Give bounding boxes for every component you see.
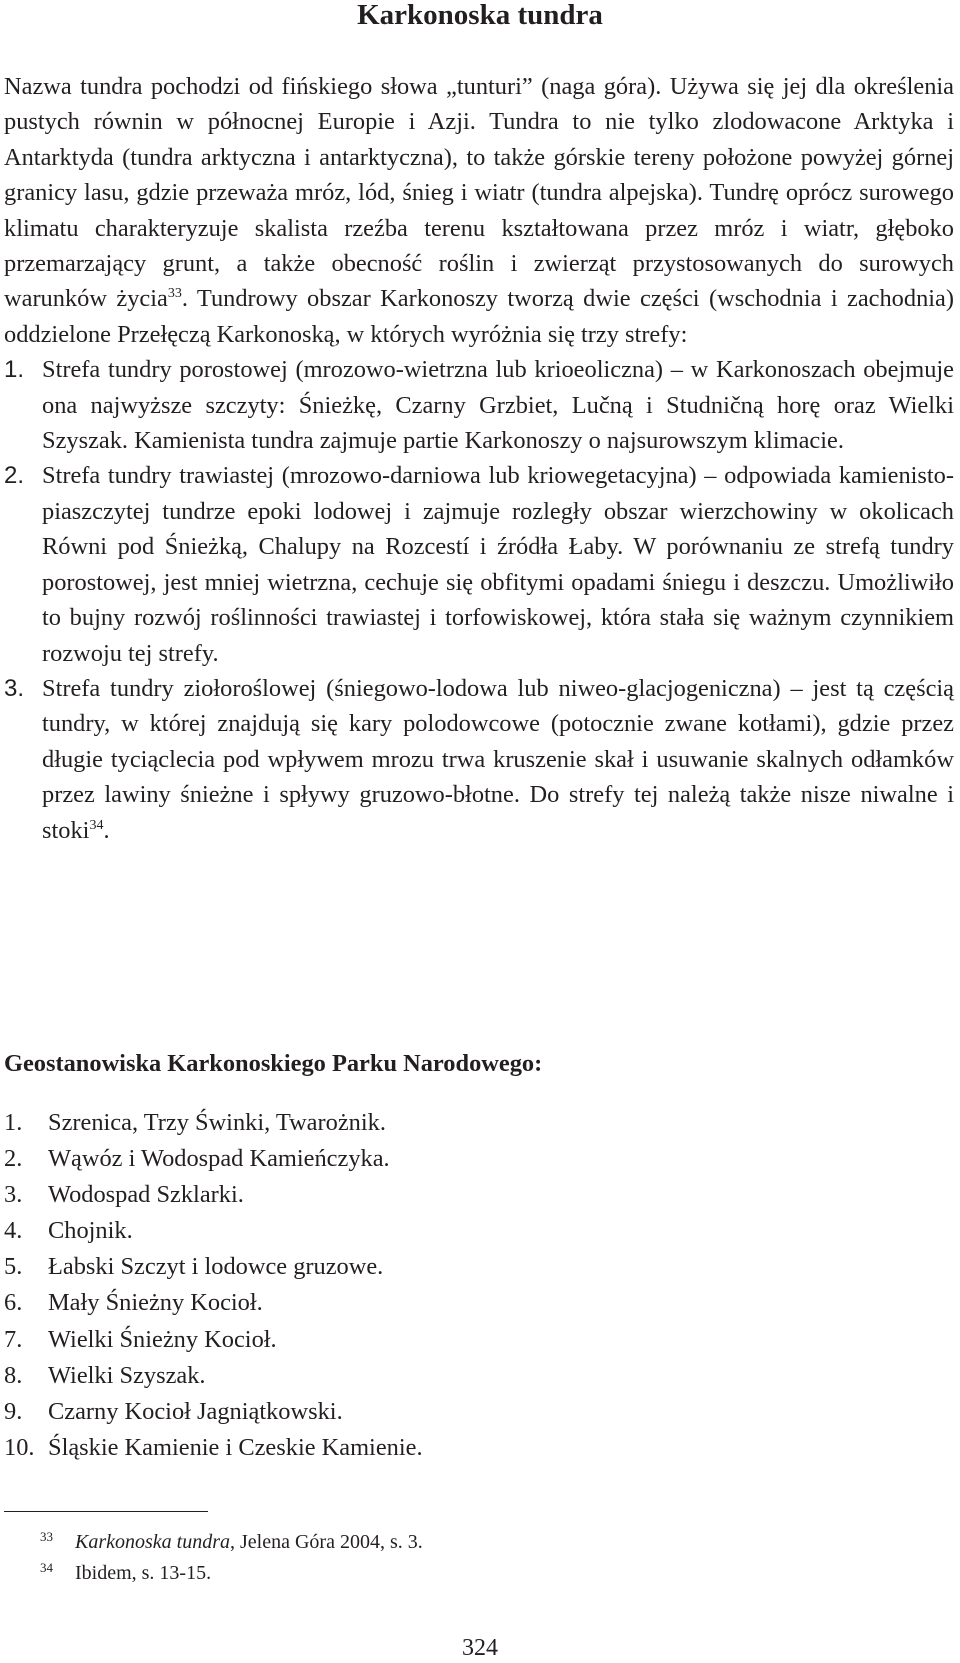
geosite-item [4,1322,904,1358]
zone-number: 3. [4,674,25,702]
geosite-item [4,1358,904,1394]
geosite-name: Wielki Śnieżny Kocioł. [48,1325,277,1353]
footnotes [40,1527,840,1589]
geosite-name: Chojnik. [48,1217,133,1245]
geosites-heading: Geostanowiska Karkonoskiego Parku Narodowego: [4,1050,543,1077]
footnote-34 [40,1558,840,1589]
geosite-name: Wąwóz i Wodospad Kamieńczyka. [48,1145,390,1173]
footnote-text: Ibidem, s. 13-15. [75,1562,212,1584]
zone-number: 1. [4,356,25,384]
footnote-divider [4,1511,208,1512]
geosite-name: Mały Śnieżny Kocioł. [48,1289,263,1317]
geosite-number: 8. [4,1361,23,1389]
geosite-number: 7. [4,1325,23,1353]
geosite-name: Szrenica, Trzy Świnki, Twarożnik. [48,1109,386,1136]
footnote-text: , Jelena Góra 2004, s. 3. [230,1531,423,1553]
geosite-item [4,1249,904,1285]
footnote-number: 34 [40,1560,53,1575]
geosite-item [4,1285,904,1321]
geosite-item [4,1177,904,1213]
geosite-item [4,1213,904,1249]
zone-item [4,352,954,458]
geosite-name: Czarny Kocioł Jagniątkowski. [48,1397,343,1425]
intro-text-part1: Nazwa tundra pochodzi od fińskiego słowa „tunturi” (naga góra). Używa się jej dla określenia pustych równin w północnej Europie i Azji. Tundra to nie tylko zlodowacone Arktyka i Antarktyda (tundra arktyczna i antarktyczna), to także górskie tereny położone powyżej górnej granicy lasu, gdzie przeważa mróz, lód, śnieg i wiatr (tundra alpejska). Tundrę oprócz surowego klimatu charakteryzuje skalista rzeźba terenu kształtowana przez mróz i wiatr, głęboko przemarzający grunt, a także obecność roślin i zwierząt przystosowanych do surowych warunków życia [4,73,954,313]
geosite-number: 5. [4,1253,23,1281]
tundra-zones-list [4,352,954,848]
footnote-ref-33[interactable]: 33 [167,286,182,302]
zone-text: Strefa tundry trawiastej (mrozowo-darniowa lub kriowegetacyjna) – odpowiada kamienisto-piaszczytej tundrze epoki lodowej i zajmuje rozległy obszar wierzchowiny w okolicach Równi pod Śnieżką, Chalupy na Rozcestí i źródła Łaby. W porównaniu ze strefą tundry porostowej, jest mniej wietrzna, cechuje się obfitymi opadami śniegu i deszczu. Umożliwiło to bujny rozwój roślinności trawiastej i torfowiskowej, która stała się ważnym czynnikiem rozwoju tej strefy. [42,462,954,667]
footnote-number: 33 [40,1529,53,1544]
body-text [4,69,954,848]
geosite-number: 9. [4,1397,23,1425]
geosite-number: 6. [4,1289,23,1317]
geosite-name: Łabski Szczyt i lodowce gruzowe. [48,1253,384,1281]
zone-text: Strefa tundry porostowej (mrozowo-wietrzna lub krioeoliczna) – w Karkonoszach obejmuje ona najwyższe szczyty: Śnieżkę, Czarny Grzbiet, Lučną i Studničną horę oraz Wielki Szyszak. Kamienista tundra zajmuje partie Karkonoszy o najsurowszym klimacie. [42,356,954,455]
geosite-item [4,1430,904,1466]
geosite-name: Wielki Szyszak. [48,1361,206,1389]
page-title: Karkonoska tundra [357,0,603,31]
geosite-number: 4. [4,1217,23,1245]
geosite-item [4,1141,904,1177]
page-number: 324 [462,1635,498,1661]
footnote-33 [40,1527,840,1558]
geosite-name: Wodospad Szklarki. [48,1181,244,1209]
geosite-number: 3. [4,1181,23,1209]
zone-item [4,458,954,670]
footnote-source-title: Karkonoska tundra [75,1531,230,1553]
intro-paragraph [4,69,954,352]
geosite-name: Śląskie Kamienie i Czeskie Kamienie. [48,1433,423,1461]
zone-text-end: . [103,816,110,844]
geosite-number: 1. [4,1109,23,1136]
zone-item [4,671,954,848]
zone-text: Strefa tundry ziołoroślowej (śniegowo-lodowa lub niweo-glacjogeniczna) – jest tą częścią tundry, w której znajdują się kary polodowcowe (potocznie zwane kotłami), gdzie przez długie tyciąclecia pod wpływem mrozu trwa kruszenie skał i usuwanie skalnych odłamków przez lawiny śnieżne i spływy gruzowo-błotne. Do strefy tej należą także nisze niwalne i stoki [42,674,954,844]
geosite-item [4,1394,904,1430]
geosite-number: 10. [4,1433,35,1461]
geosite-number: 2. [4,1145,23,1173]
geosite-item [4,1105,904,1141]
zone-number: 2. [4,462,25,490]
geosites-list [4,1105,904,1466]
footnote-ref-34[interactable]: 34 [89,817,104,833]
intro-text-part2: . Tundrowy obszar Karkonoszy tworzą dwie części (wschodnia i zachodnia) oddzielone Przełęczą Karkonoską, w których wyróżnia się trzy strefy: [4,285,954,348]
